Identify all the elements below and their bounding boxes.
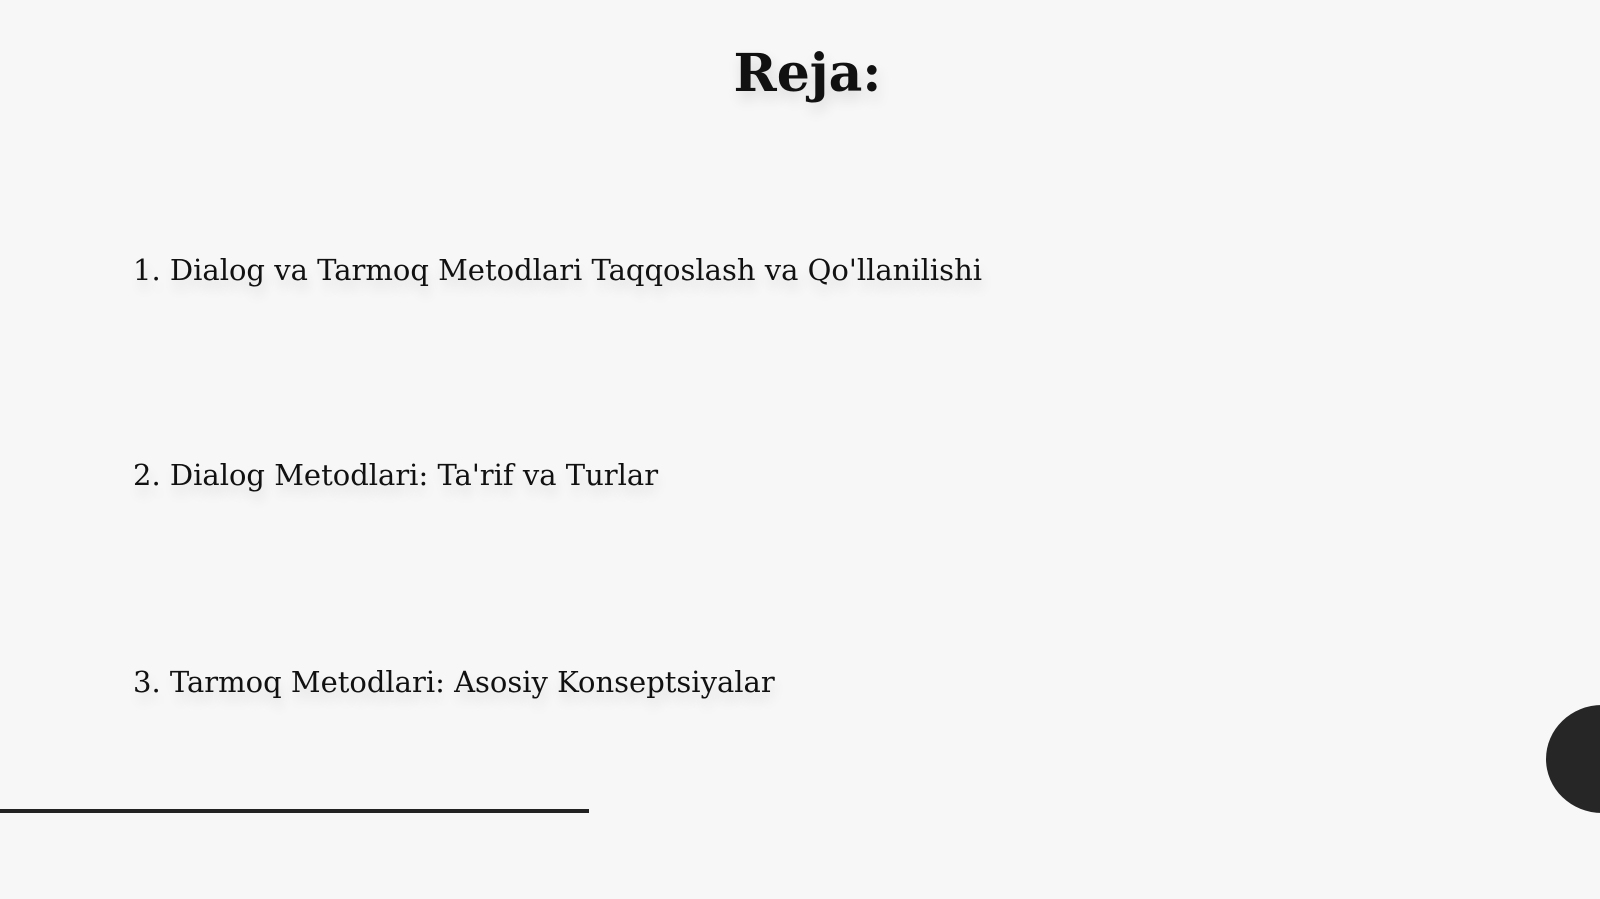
decorative-corner-circle — [1546, 705, 1600, 813]
plan-item-2: 2. Dialog Metodlari: Ta'rif va Turlar — [133, 458, 659, 492]
slide-title: Reja: — [733, 43, 882, 104]
plan-item-1: 1. Dialog va Tarmoq Metodlari Taqqoslash va Qo'llanilishi — [133, 253, 983, 287]
decorative-divider-line — [0, 809, 589, 813]
plan-item-3: 3. Tarmoq Metodlari: Asosiy Konseptsiyalar — [133, 665, 775, 699]
